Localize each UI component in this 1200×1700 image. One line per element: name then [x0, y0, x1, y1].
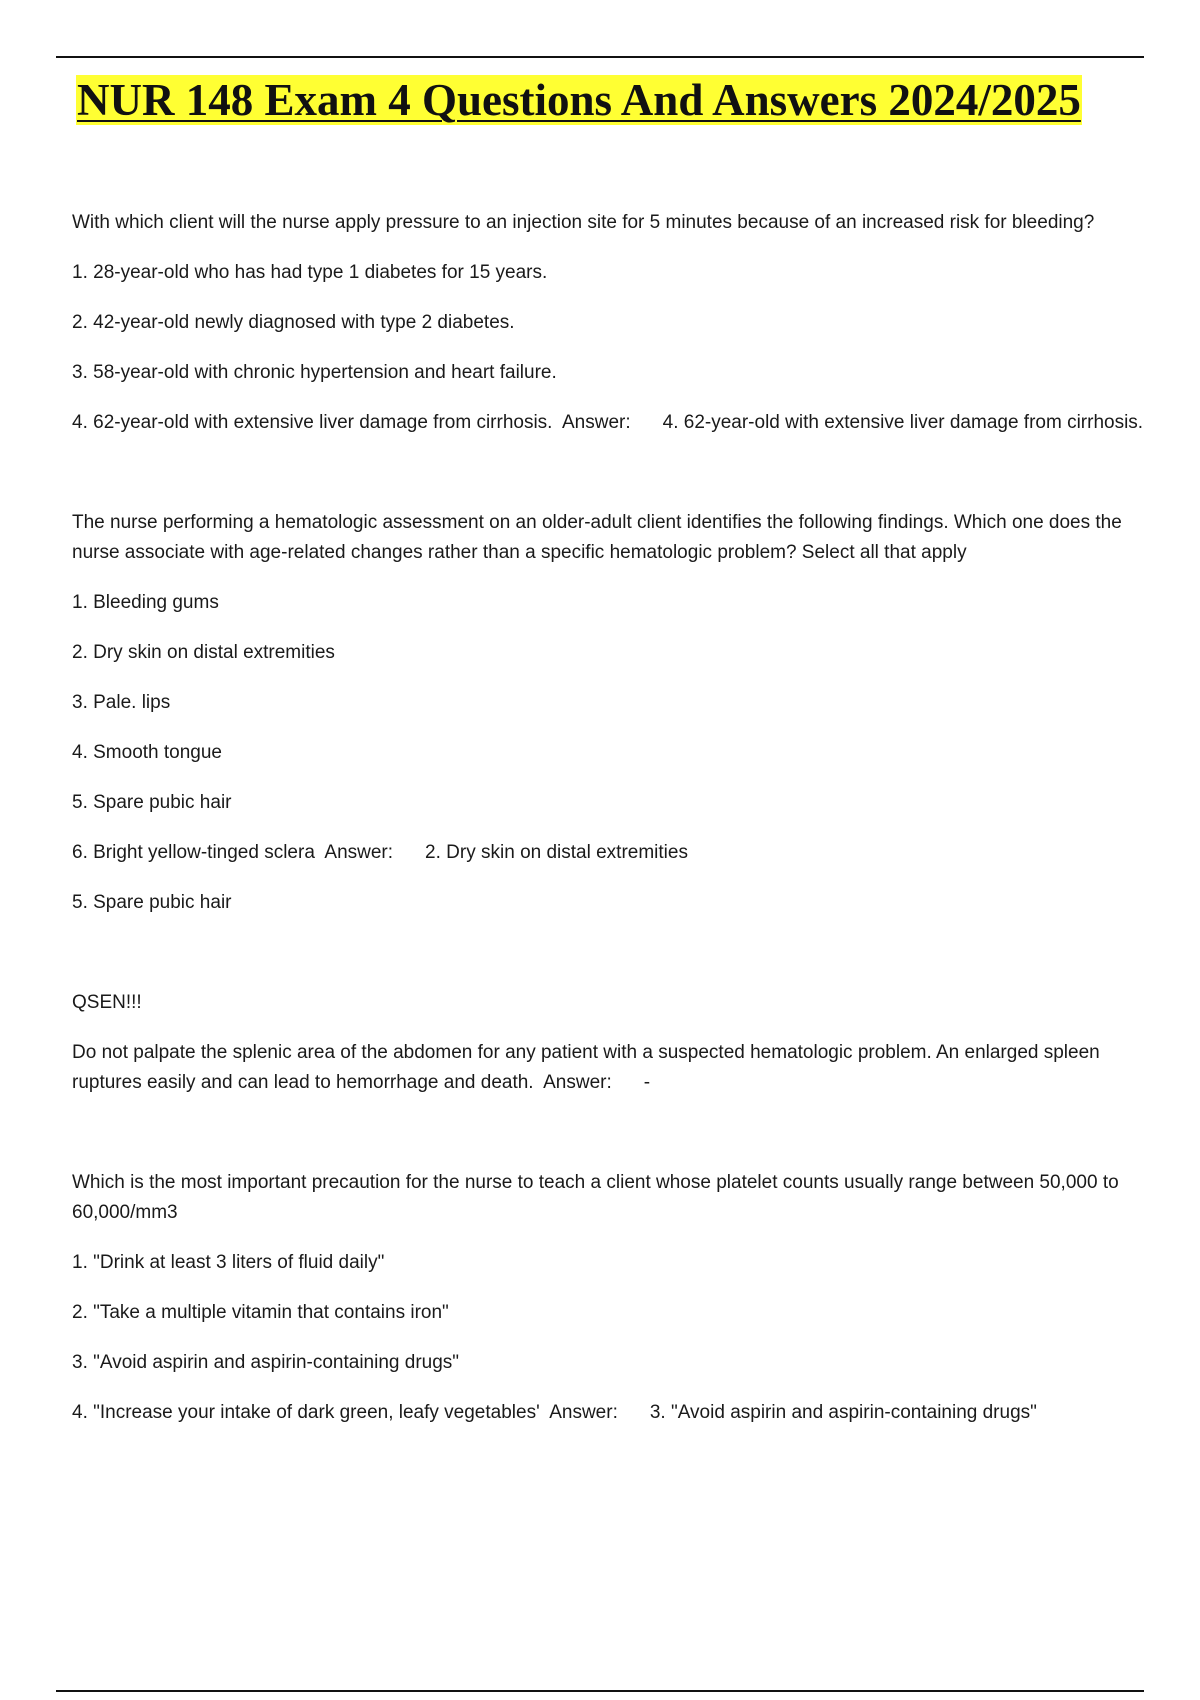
option-item: 4. 62-year-old with extensive liver damage from cirrhosis. [72, 412, 553, 433]
answer-label: Answer: [549, 1402, 618, 1423]
document-body [72, 208, 1144, 1428]
answer-label: Answer: [543, 1072, 612, 1093]
option-item: 2. 42-year-old newly diagnosed with type 2 diabetes. [72, 312, 515, 333]
question-text: Which is the most important precaution for the nurse to teach a client whose platelet counts usually range between 50,000 to 60,000/mm3 [72, 1172, 1119, 1223]
option-item: 6. Bright yellow-tinged sclera [72, 842, 315, 863]
option-item: 3. Pale. lips [72, 692, 171, 713]
option-item: 5. Spare pubic hair [72, 792, 232, 813]
note-text: Do not palpate the splenic area of the abdomen for any patient with a suspected hematologic problem. An enlarged spleen ruptures easily and can lead to hemorrhage and death. [72, 1042, 1100, 1093]
question-block-2 [72, 508, 1144, 918]
option-item: 4. Smooth tongue [72, 742, 222, 763]
title-highlight: NUR 148 Exam 4 Questions And Answers 2024/2025 [77, 75, 1081, 125]
answer-label: Answer: [324, 842, 394, 863]
qsen-text [72, 1038, 1144, 1098]
option-with-answer [72, 1398, 1144, 1428]
bottom-rule [56, 1690, 1144, 1692]
option-item: 1. "Drink at least 3 liters of fluid daily" [72, 1252, 385, 1273]
option-with-answer [72, 838, 1144, 868]
answer-text: 4. 62-year-old with extensive liver damage from cirrhosis. [662, 412, 1144, 433]
option-item: 3. "Avoid aspirin and aspirin-containing drugs" [72, 1352, 460, 1373]
answer-text: 2. Dry skin on distal extremities [425, 842, 688, 863]
answer-text: 3. "Avoid aspirin and aspirin-containing drugs" [649, 1402, 1037, 1423]
qsen-block [72, 988, 1144, 1098]
document-title [76, 72, 1082, 128]
question-text: With which client will the nurse apply pressure to an injection site for 5 minutes because of an increased risk for bleeding? [72, 212, 1095, 233]
option-item: 1. 28-year-old who has had type 1 diabetes for 15 years. [72, 262, 548, 283]
option-item: 2. Dry skin on distal extremities [72, 642, 335, 663]
option-item: 4. "Increase your intake of dark green, leafy vegetables' [72, 1402, 540, 1423]
question-block-1 [72, 208, 1144, 438]
option-item: 1. Bleeding gums [72, 592, 219, 613]
answer-text: 5. Spare pubic hair [72, 892, 232, 913]
option-item: 2. "Take a multiple vitamin that contains iron" [72, 1302, 449, 1323]
qsen-heading: QSEN!!! [72, 992, 142, 1013]
top-rule [56, 56, 1144, 58]
option-item: 3. 58-year-old with chronic hypertension and heart failure. [72, 362, 557, 383]
question-block-4 [72, 1168, 1144, 1428]
answer-text: - [643, 1072, 651, 1093]
option-with-answer [72, 408, 1144, 438]
question-text: The nurse performing a hematologic assessment on an older-adult client identifies the following findings. Which one does the nurse associate with age-related changes rather than a specific hematologic problem? Select all that apply [72, 512, 1122, 563]
answer-label: Answer: [561, 412, 631, 433]
